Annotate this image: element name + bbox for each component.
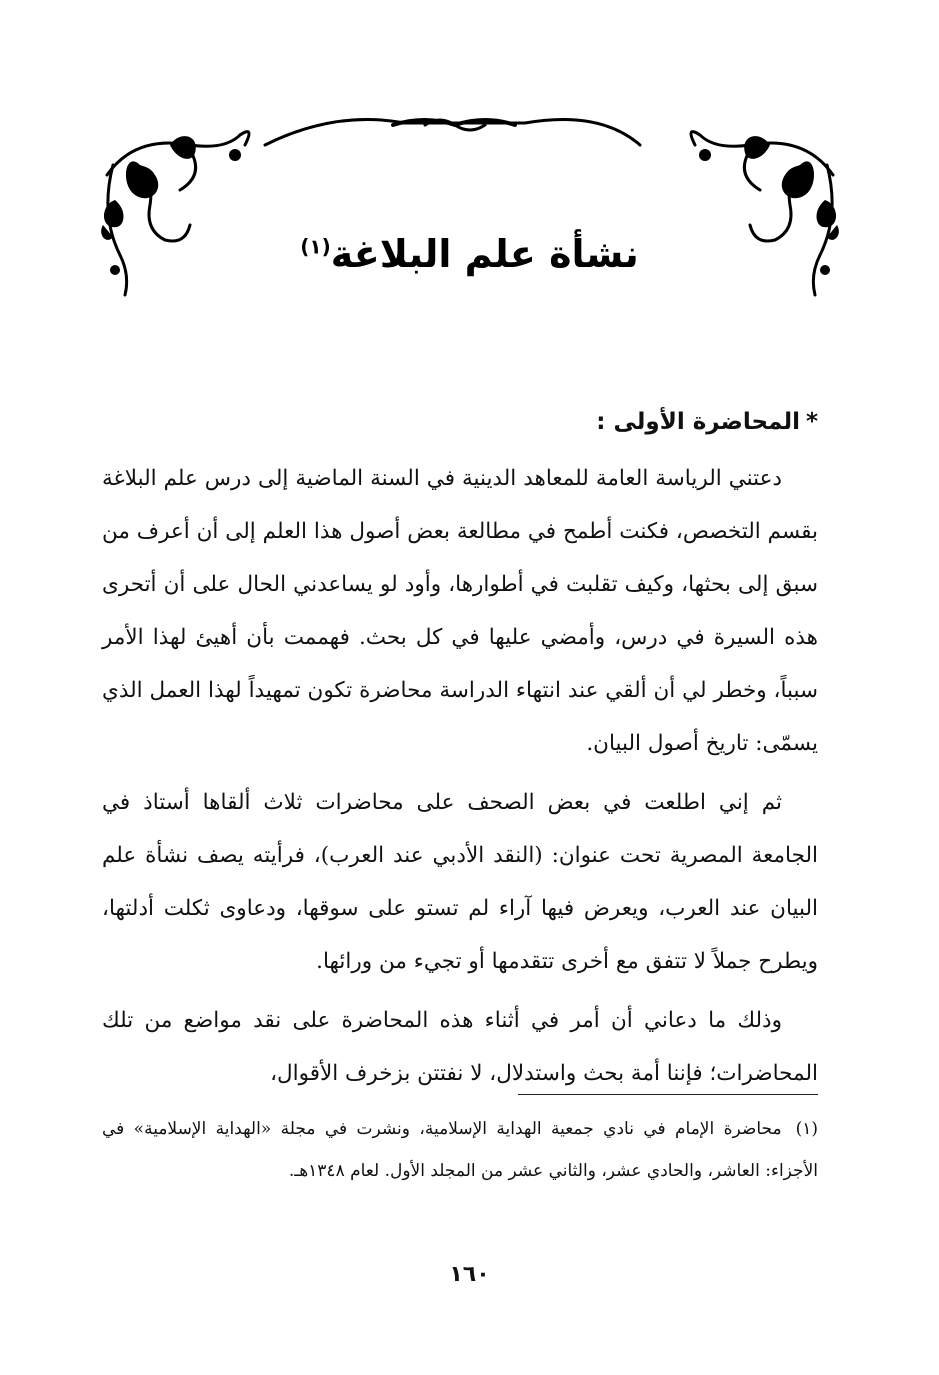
- page-number: ١٦٠: [449, 1262, 490, 1287]
- paragraph-1: دعتني الرياسة العامة للمعاهد الدينية في السنة الماضية إلى درس علم البلاغة بقسم التخصص، فكنت أطمح في مطالعة بعض أصول هذا العلم إلى أن أعرف من سبق إلى بحثها، وكيف تقلبت في أطوارها، وأود لو يساعدني الحال على أن أتحرى هذه السيرة في درس، وأمضي عليها في كل بحث. فهممت بأن أهيئ لهذا الأمر سبباً، وخطر لي أن ألقي عند انتهاء الدراسة محاضرة تكون تمهيداً لهذا العمل الذي يسمّى: تاريخ أصول البيان.: [102, 466, 818, 756]
- main-text: [102, 398, 818, 1106]
- star-icon: *: [805, 409, 818, 435]
- footnote-number: (١): [795, 1119, 818, 1139]
- paragraph-3: وذلك ما دعاني أن أمر في أثناء هذه المحاضرة على نقد مواضع من تلك المحاضرات؛ فإننا أمة بحث واستدلال، لا نفتتن بزخرف الأقوال،: [102, 1008, 818, 1086]
- footnote: [102, 1108, 818, 1192]
- section-heading: [102, 398, 818, 446]
- paragraph-2: ثم إني اطلعت في بعض الصحف على محاضرات ثلاث ألقاها أستاذ في الجامعة المصرية تحت عنوان: (النقد الأدبي عند العرب)، فرأيته يصف نشأة علم البيان عند العرب، ويعرض فيها آراء لم تستو على سوقها، ودعاوى ثكلت أدلتها، ويطرح جملاً لا تتفق مع أخرى تتقدمها أو تجيء من ورائها.: [102, 790, 818, 974]
- title-footnote-marker[interactable]: (١): [300, 234, 331, 259]
- section-heading-text: المحاضرة الأولى :: [596, 409, 800, 435]
- footnote-divider: [518, 1094, 818, 1095]
- chapter-title: [0, 232, 939, 278]
- chapter-title-text: نشأة علم البلاغة: [330, 232, 639, 276]
- footnote-text: محاضرة الإمام في نادي جمعية الهداية الإسلامية، ونشرت في مجلة «الهداية الإسلامية» في الأجزاء: العاشر، والحادي عشر، والثاني عشر من المجلد الأول. لعام ١٣٤٨هـ.: [102, 1119, 818, 1181]
